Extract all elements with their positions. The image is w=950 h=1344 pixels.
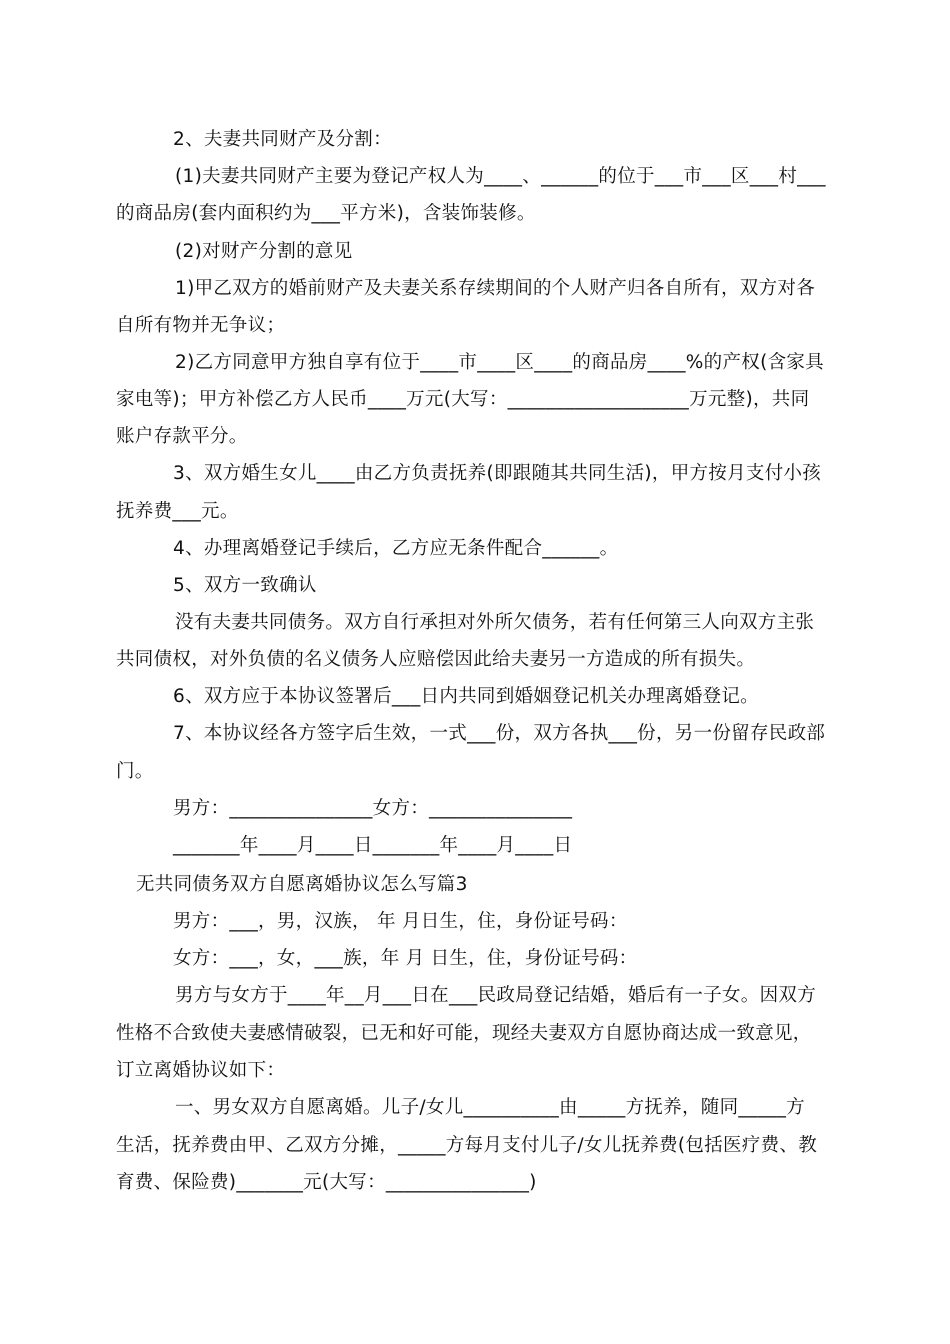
article-heading: 无共同债务双方自愿离婚协议怎么写篇3 (136, 874, 468, 895)
date-line: _______年____月____日_______年____月____日 (173, 835, 573, 856)
paragraph-line: 2)乙方同意甲方独自享有位于____市____区____的商品房____%的产权(含家具 (175, 352, 824, 373)
paragraph-line: 6、双方应于本协议签署后___日内共同到婚姻登记机关办理离婚登记。 (173, 686, 759, 707)
paragraph-line: 账户存款平分。 (116, 426, 248, 447)
paragraph-line: 的商品房(套内面积约为___平方米)，含装饰装修。 (116, 203, 536, 224)
paragraph-line: 没有夫妻共同债务。双方自行承担对外所欠债务，若有任何第三人向双方主张 (175, 612, 815, 633)
paragraph-line: (1)夫妻共同财产主要为登记产权人为____、______的位于___市___区___村___ (175, 166, 826, 187)
paragraph-line: 门。 (116, 761, 154, 782)
signature-line: 男方：_______________女方：_______________ (173, 798, 573, 819)
paragraph-line: 男方与女方于____年__月___日在___民政局登记结婚，婚后有一子女。因双方 (175, 985, 817, 1006)
paragraph-line: 订立离婚协议如下： (116, 1060, 286, 1081)
section-heading: 2、夫妻共同财产及分割： (173, 129, 392, 150)
paragraph-line: 7、本协议经各方签字后生效，一式___份，双方各执___份，另一份留存民政部 (173, 723, 826, 744)
paragraph-line: 4、办理离婚登记手续后，乙方应无条件配合______。 (173, 538, 619, 559)
paragraph-line: 育费、保险费)_______元(大写：_______________) (116, 1172, 537, 1193)
paragraph-line: 1)甲乙双方的婚前财产及夫妻关系存续期间的个人财产归各自所有，双方对各 (175, 278, 815, 299)
paragraph-line: 5、双方一致确认 (173, 575, 317, 596)
paragraph-line: 家电等)；甲方补偿乙方人民币____万元(大写：___________________万元整)，共同 (116, 389, 810, 410)
party-line: 男方：___，男，汉族， 年 月日生，住，身份证号码： (173, 911, 628, 932)
paragraph-line: 生活，抚养费由甲、乙双方分摊，_____方每月支付儿子/女儿抚养费(包括医疗费、教 (116, 1135, 818, 1156)
paragraph-line: 3、双方婚生女儿____由乙方负责抚养(即跟随其共同生活)，甲方按月支付小孩 (173, 463, 822, 484)
paragraph-line: 性格不合致使夫妻感情破裂，已无和好可能，现经夫妻双方自愿协商达成一致意见， (116, 1023, 812, 1044)
party-line: 女方：___，女，___族，年 月 日生，住，身份证号码： (173, 948, 638, 969)
paragraph-line: 抚养费___元。 (116, 501, 239, 522)
paragraph-line: (2)对财产分割的意见 (175, 241, 353, 262)
paragraph-line: 一、男女双方自愿离婚。儿子/女儿__________由_____方抚养，随同_____方 (175, 1097, 805, 1118)
paragraph-line: 自所有物并无争议； (116, 315, 286, 336)
paragraph-line: 共同债权，对外负债的名义债务人应赔偿因此给夫妻另一方造成的所有损失。 (116, 649, 756, 670)
